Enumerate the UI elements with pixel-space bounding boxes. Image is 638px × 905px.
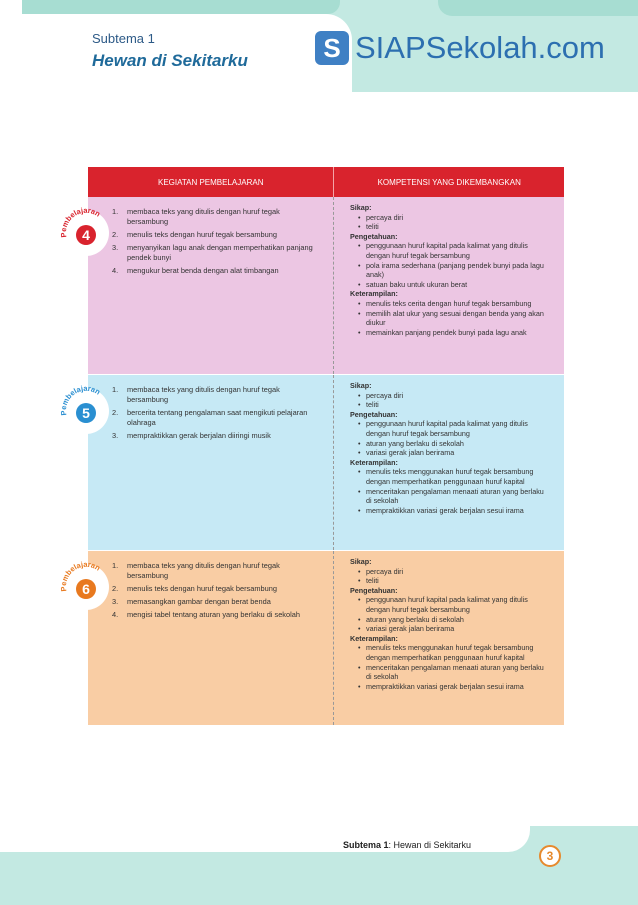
table-body	[58, 197, 564, 726]
competencies-cell	[334, 197, 564, 374]
bullet-icon: •	[358, 643, 361, 653]
sikap-heading: Sikap:	[350, 557, 372, 566]
brand-name: SIAPSekolah.com	[355, 30, 605, 65]
activity-item	[112, 207, 325, 227]
column-header-activities: KEGIATAN PEMBELAJARAN	[88, 167, 334, 197]
keterampilan-heading: Keterampilan:	[350, 457, 398, 467]
competency-item	[358, 261, 558, 280]
keterampilan-heading: Keterampilan:	[350, 633, 398, 643]
badge-word: Pembelajaran	[58, 559, 102, 592]
column-header-competencies: KOMPETENSI YANG DIKEMBANGKAN	[377, 177, 521, 187]
activity-item	[112, 385, 325, 405]
competency-item	[358, 576, 558, 586]
pengetahuan-heading: Pengetahuan:	[350, 409, 398, 419]
pengetahuan-list	[350, 595, 558, 633]
competency-text: percaya diri	[366, 390, 404, 400]
pengetahuan-list	[350, 419, 558, 457]
competency-text: mempraktikkan variasi gerak berjalan sesui irama	[366, 681, 524, 691]
activity-number: 4.	[112, 610, 119, 619]
competency-text: menceritakan pengalaman menaati aturan yang berlaku di sekolah	[366, 486, 544, 506]
competency-text: variasi gerak jalan berirama	[366, 448, 455, 458]
bullet-icon: •	[358, 576, 361, 586]
sikap-list	[350, 567, 558, 586]
top-ribbon-left	[0, 0, 340, 14]
keterampilan-list	[350, 299, 558, 337]
competency-text: pola irama sederhana (panjang pendek bunyi pada lagu anak)	[366, 260, 544, 280]
activity-number: 3.	[112, 431, 119, 440]
competency-item	[358, 567, 558, 577]
bullet-icon: •	[358, 566, 361, 576]
competency-item	[358, 487, 558, 506]
competency-item	[358, 615, 558, 625]
bullet-icon: •	[358, 595, 361, 605]
bullet-icon: •	[358, 298, 361, 308]
bullet-icon: •	[358, 279, 361, 289]
activity-number: 1.	[112, 207, 119, 216]
competency-item	[358, 467, 558, 486]
competency-item	[358, 391, 558, 401]
competency-item	[358, 624, 558, 634]
activity-text: memasangkan gambar dengan berat benda	[127, 597, 271, 606]
pengetahuan-heading: Pengetahuan:	[350, 231, 398, 241]
bullet-icon: •	[358, 327, 361, 337]
learning-table	[58, 167, 564, 726]
activity-text: membaca teks yang ditulis dengan huruf tegak bersambung	[127, 385, 280, 404]
lesson-badge-icon	[58, 559, 110, 611]
competency-text: penggunaan huruf kapital pada kalimat yang ditulis dengan huruf tegak bersambung	[366, 241, 528, 260]
bullet-icon: •	[358, 390, 361, 400]
bullet-icon: •	[358, 505, 361, 515]
competency-item	[358, 682, 558, 692]
activity-text: mengisi tabel tentang aturan yang berlaku di sekolah	[127, 610, 300, 619]
activity-text: menyanyikan lagu anak dengan memperhatikan panjang pendek bunyi	[127, 243, 313, 262]
competency-text: menulis teks menggunakan huruf tegak bersambung dengan memperhatikan penggunaan huruf kapital	[366, 643, 534, 662]
lesson-badge	[58, 205, 110, 257]
top-ribbon-right	[438, 0, 638, 16]
competency-item	[358, 439, 558, 449]
activity-number: 3.	[112, 243, 119, 252]
badge-word: Pembelajaran	[58, 383, 102, 416]
brand-logo-icon: S	[315, 31, 349, 65]
competency-item	[358, 595, 558, 614]
bullet-icon: •	[358, 662, 361, 672]
competency-text: percaya diri	[366, 566, 404, 576]
bullet-icon: •	[358, 448, 361, 458]
competencies-cell	[334, 375, 564, 550]
activity-item	[112, 431, 325, 441]
activity-item	[112, 584, 325, 594]
activity-number: 4.	[112, 266, 119, 275]
competency-text: teliti	[366, 222, 379, 232]
page-number: 3	[539, 845, 561, 867]
activity-list	[112, 207, 325, 276]
competency-text: percaya diri	[366, 212, 404, 222]
keterampilan-list	[350, 643, 558, 691]
activity-item	[112, 610, 325, 620]
competency-item	[358, 299, 558, 309]
activity-list	[112, 561, 325, 620]
activity-item	[112, 597, 325, 607]
page-title: Hewan di Sekitarku	[92, 51, 248, 70]
competency-text: menulis teks cerita dengan huruf tegak bersambung	[366, 298, 532, 308]
activity-number: 2.	[112, 230, 119, 239]
lesson-badge	[58, 559, 110, 611]
competency-item	[358, 222, 558, 232]
bullet-icon: •	[358, 681, 361, 691]
footer-subtema-title: : Hewan di Sekitarku	[388, 840, 472, 850]
competency-text: mempraktikkan variasi gerak berjalan sesui irama	[366, 505, 524, 515]
bullet-icon: •	[358, 308, 361, 318]
competency-item	[358, 506, 558, 516]
footer-caption	[343, 840, 471, 850]
activity-text: mempraktikkan gerak berjalan diiringi musik	[127, 431, 271, 440]
activity-item	[112, 230, 325, 240]
sikap-heading: Sikap:	[350, 203, 372, 212]
competency-text: menceritakan pengalaman menaati aturan yang berlaku di sekolah	[366, 662, 544, 682]
competency-text: teliti	[366, 576, 379, 586]
pengetahuan-list	[350, 241, 558, 289]
activity-text: menulis teks dengan huruf tegak bersambung	[127, 230, 277, 239]
competency-text: satuan baku untuk ukuran berat	[366, 279, 468, 289]
competency-text: menulis teks menggunakan huruf tegak bersambung dengan memperhatikan penggunaan huruf kapital	[366, 467, 534, 486]
badge-word: Pembelajaran	[58, 205, 102, 238]
bullet-icon: •	[358, 419, 361, 429]
keterampilan-list	[350, 467, 558, 515]
competencies-cell	[334, 551, 564, 725]
activity-number: 2.	[112, 408, 119, 417]
activity-item	[112, 561, 325, 581]
bullet-icon: •	[358, 486, 361, 496]
activities-cell	[88, 375, 334, 550]
activity-item	[112, 408, 325, 428]
lesson-badge-icon	[58, 205, 110, 257]
badge-number: 6	[82, 581, 90, 597]
activity-number: 2.	[112, 584, 119, 593]
competency-item	[358, 400, 558, 410]
competency-text: aturan yang berlaku di sekolah	[366, 438, 464, 448]
badge-number: 4	[82, 227, 90, 243]
competency-item	[358, 328, 558, 338]
bullet-icon: •	[358, 212, 361, 222]
activity-number: 3.	[112, 597, 119, 606]
table-row	[58, 551, 564, 726]
bullet-icon: •	[358, 260, 361, 270]
bullet-icon: •	[358, 241, 361, 251]
keterampilan-heading: Keterampilan:	[350, 289, 398, 299]
competency-item	[358, 213, 558, 223]
brand-logo	[315, 28, 605, 68]
table-header	[88, 167, 564, 197]
table-row	[58, 197, 564, 375]
competency-item	[358, 309, 558, 328]
competency-item	[358, 241, 558, 260]
sikap-list	[350, 391, 558, 410]
table-row	[58, 375, 564, 551]
badge-number: 5	[82, 405, 90, 421]
activity-text: membaca teks yang ditulis dengan huruf tegak bersambung	[127, 561, 280, 580]
competency-item	[358, 663, 558, 682]
bullet-icon: •	[358, 624, 361, 634]
activity-text: menulis teks dengan huruf tegak bersambung	[127, 584, 277, 593]
activity-text: membaca teks yang ditulis dengan huruf tegak bersambung	[127, 207, 280, 226]
pengetahuan-heading: Pengetahuan:	[350, 585, 398, 595]
activity-text: mengukur berat benda dengan alat timbangan	[127, 266, 279, 275]
sikap-list	[350, 213, 558, 232]
bullet-icon: •	[358, 438, 361, 448]
competency-item	[358, 280, 558, 290]
competency-item	[358, 419, 558, 438]
bullet-icon: •	[358, 400, 361, 410]
competency-text: variasi gerak jalan berirama	[366, 624, 455, 634]
lesson-badge	[58, 383, 110, 435]
competency-text: penggunaan huruf kapital pada kalimat yang ditulis dengan huruf tegak bersambung	[366, 595, 528, 614]
activities-cell	[88, 197, 334, 374]
competency-item	[358, 643, 558, 662]
activity-item	[112, 266, 325, 276]
activity-number: 1.	[112, 561, 119, 570]
activity-item	[112, 243, 325, 263]
activity-list	[112, 385, 325, 441]
competency-text: aturan yang berlaku di sekolah	[366, 614, 464, 624]
bullet-icon: •	[358, 222, 361, 232]
activity-text: bercerita tentang pengalaman saat mengikuti pelajaran olahraga	[127, 408, 308, 427]
sikap-heading: Sikap:	[350, 381, 372, 390]
bullet-icon: •	[358, 467, 361, 477]
lesson-badge-icon	[58, 383, 110, 435]
bullet-icon: •	[358, 614, 361, 624]
competency-text: memainkan panjang pendek bunyi pada lagu anak	[366, 327, 527, 337]
competency-text: penggunaan huruf kapital pada kalimat yang ditulis dengan huruf tegak bersambung	[366, 419, 528, 438]
competency-item	[358, 448, 558, 458]
top-band-notch	[0, 0, 22, 92]
subtema-label: Subtema 1	[92, 31, 155, 46]
activity-number: 1.	[112, 385, 119, 394]
competency-text: memilih alat ukur yang sesuai dengan benda yang akan diukur	[366, 308, 544, 328]
competency-text: teliti	[366, 400, 379, 410]
activities-cell	[88, 551, 334, 725]
footer-subtema: Subtema 1	[343, 840, 389, 850]
